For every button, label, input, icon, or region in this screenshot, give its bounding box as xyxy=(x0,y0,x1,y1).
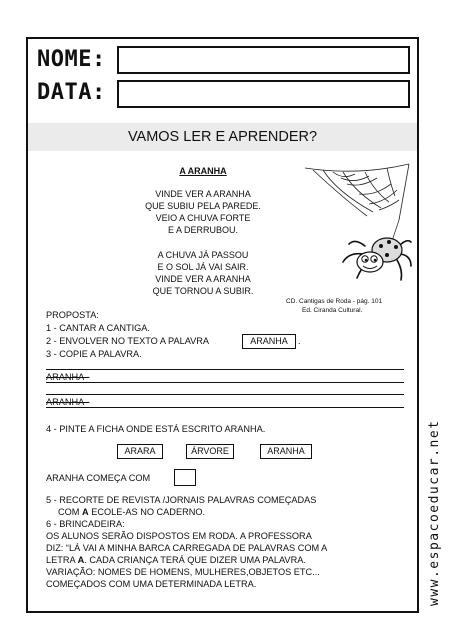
poem-title: A ARANHA xyxy=(179,166,227,176)
poem-credit: CD. Cantigas de Roda - pág. 101 xyxy=(286,298,383,305)
poem-line: VINDE VER A ARANHA xyxy=(155,274,251,284)
copy-writing-line[interactable] xyxy=(46,407,404,408)
letter-a-bold: A xyxy=(77,555,85,565)
letter-a-bold: A xyxy=(82,507,89,517)
poem-line: QUE TORNOU A SUBIR. xyxy=(152,286,254,296)
task-4: 4 - PINTE A FICHA ONDE ESTÁ ESCRITO ARANHA. xyxy=(46,424,266,434)
proposal-heading: PROPOSTA: xyxy=(46,310,99,320)
task-2-period: . xyxy=(298,336,301,346)
poem-line: E O SOL JÁ VAI SAIR. xyxy=(157,262,249,272)
task-1: 1 - CANTAR A CANTIGA. xyxy=(46,323,150,333)
date-field[interactable] xyxy=(117,80,410,108)
option-card-aranha[interactable]: ARANHA xyxy=(260,444,312,459)
task-3: 3 - COPIE A PALAVRA. xyxy=(46,349,142,359)
name-field[interactable] xyxy=(117,46,410,74)
game-line: DIZ: “LÁ VAI A MINHA BARCA CARREGADA DE PALAVRAS COM A xyxy=(46,543,328,553)
page-title: VAMOS LER E APRENDER? xyxy=(127,129,318,145)
copy-guide-line xyxy=(46,369,404,370)
game-line: OS ALUNOS SERÃO DISPOSTOS EM RODA. A PROFESSORA xyxy=(46,531,312,541)
option-card-arara[interactable]: ARARA xyxy=(117,444,163,459)
game-text: . CADA CRIANÇA TERÁ QUE DIZER UMA PALAVRA. xyxy=(84,555,306,565)
starts-with-prompt: ARANHA COMEÇA COM xyxy=(46,473,151,483)
starts-with-answer-box[interactable] xyxy=(174,469,196,486)
game-line: COMEÇADOS COM UMA DETERMINADA LETRA. xyxy=(46,579,257,589)
poem-publisher: Ed. Ciranda Cultural. xyxy=(302,307,363,314)
name-label: NOME: xyxy=(37,47,106,72)
worksheet-frame xyxy=(26,37,419,613)
task-5-text: COM xyxy=(58,507,82,517)
option-card-arvore[interactable]: ÁRVORE xyxy=(186,444,234,459)
copy-writing-line[interactable] xyxy=(46,382,404,383)
task-2-word-box: ARANHA xyxy=(242,334,296,349)
poem-line: QUE SUBIU PELA PAREDE. xyxy=(145,201,261,211)
poem-line: A CHUVA JÁ PASSOU xyxy=(157,250,249,260)
game-line xyxy=(46,555,306,566)
poem-line: VINDE VER A ARANHA xyxy=(155,189,251,199)
title-band xyxy=(28,123,417,151)
task-5-text: ECOLE-AS NO CADERNO. xyxy=(88,507,206,517)
task-5-line xyxy=(58,507,205,518)
task-5-line: 5 - RECORTE DE REVISTA /JORNAIS PALAVRAS COMEÇADAS xyxy=(46,495,317,505)
copy-word-1: ARANHA - xyxy=(46,372,90,382)
copy-word-2: ARANHA - xyxy=(46,397,90,407)
website-watermark: www.espacoeducar.net xyxy=(427,419,442,606)
game-text: LETRA xyxy=(46,555,78,565)
spider-illustration xyxy=(303,162,413,287)
task-2: 2 - ENVOLVER NO TEXTO A PALAVRA xyxy=(46,336,210,346)
poem-line: VEIO A CHUVA FORTE xyxy=(155,213,251,223)
date-label: DATA: xyxy=(37,80,106,105)
copy-guide-line xyxy=(46,394,404,395)
task-6: 6 - BRINCADEIRA: xyxy=(46,519,125,529)
game-line: VARIAÇÃO: NOMES DE HOMENS, MULHERES,OBJETOS ETC... xyxy=(46,567,320,577)
poem-line: E A DERRUBOU. xyxy=(167,225,239,235)
